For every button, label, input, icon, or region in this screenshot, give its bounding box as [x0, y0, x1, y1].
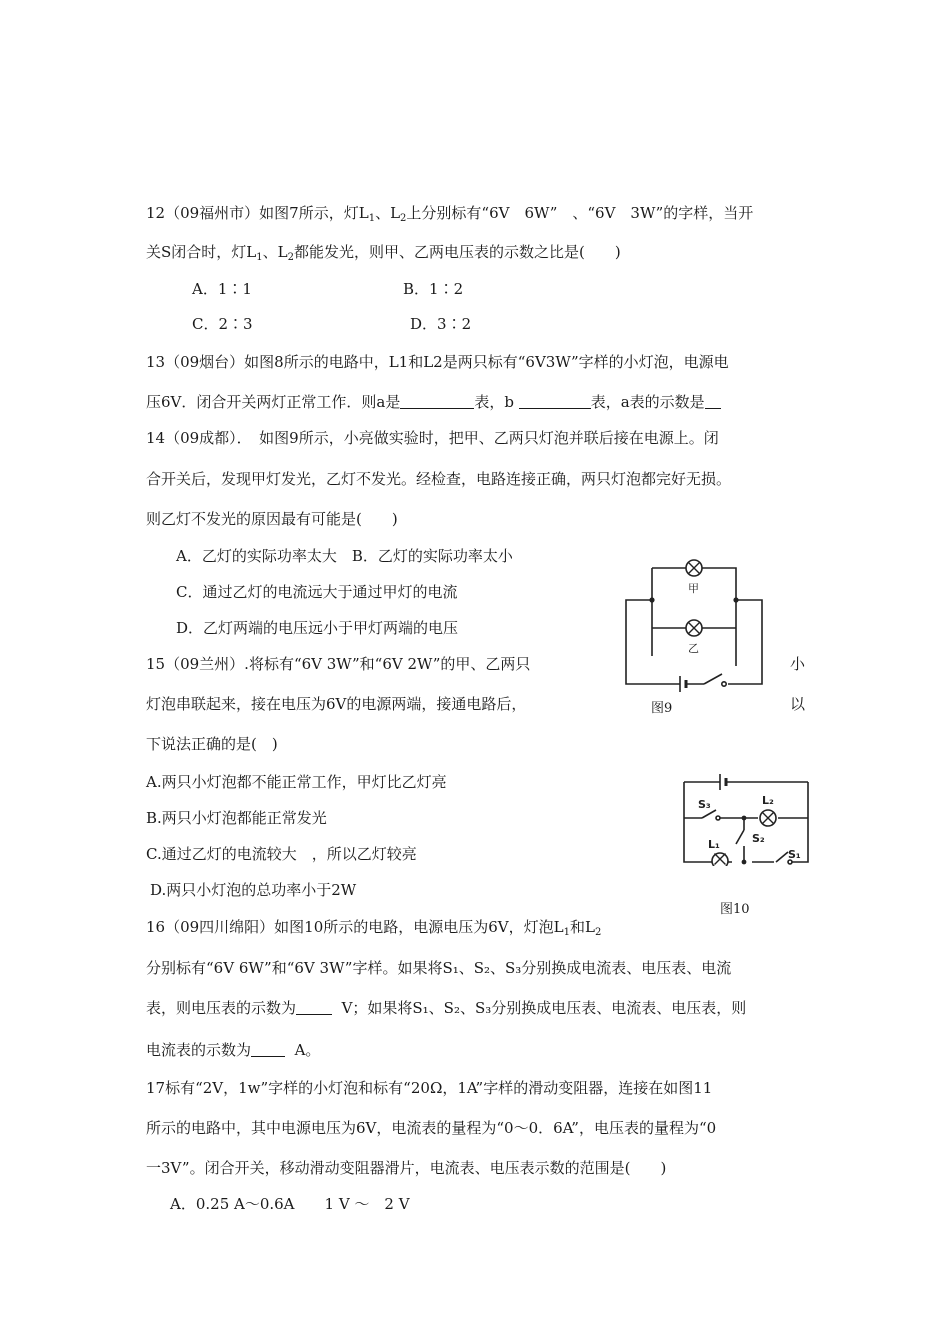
q14-line1: 14（09成都）． 如图9所示，小亮做实验时，把甲、乙两只灯泡并联后接在电源上。闭 — [146, 429, 719, 447]
q12-option-d: D．3∶2 — [410, 315, 472, 333]
q14-line3: 则乙灯不发光的原因最有可能是( ) — [146, 510, 398, 528]
q12-line1: 12（09福州市）如图7所示，灯$L_1$、$L_2$上分别标有“6V 6W” 、“6V 3W”的字样，当开 — [146, 204, 754, 224]
fig10-label-l1: L₁ — [708, 838, 720, 851]
q16-line2: 分别标有“6V 6W”和“6V 3W”字样。如果将S₁、S₂、S₃分别换成电流表、电压表、电流 — [146, 959, 732, 977]
q16-line1: 16（09四川绵阳）如图10所示的电路，电源电压为6V，灯泡$L_1$和$L_2$ — [146, 918, 602, 938]
q15-line2: 灯泡串联起来，接在电压为6V的电源两端，接通电路后， — [146, 695, 527, 713]
q14-options-ab: A．乙灯的实际功率太大 B．乙灯的实际功率太小 — [176, 547, 513, 565]
q14-line2: 合开关后，发现甲灯发光，乙灯不发光。经检查，电路连接正确，两只灯泡都完好无损。 — [146, 470, 732, 488]
figure-9-caption: 图9 — [651, 701, 673, 716]
q12-option-c: C．2∶3 — [192, 315, 253, 333]
fig9-label-yi: 乙 — [688, 642, 699, 655]
q15-option-c: C.通过乙灯的电流较大 ，所以乙灯较亮 — [146, 845, 417, 863]
q16-blank-b — [251, 1042, 285, 1057]
figure-9-circuit — [618, 556, 770, 696]
q16-line4: 电流表的示数为 A。 — [146, 1041, 321, 1059]
q15-option-a: A.两只小灯泡都不能正常工作，甲灯比乙灯亮 — [146, 773, 447, 791]
fig10-label-l2: L₂ — [762, 794, 774, 807]
fig10-label-s1: S₁ — [788, 848, 801, 861]
q16-blank-a — [296, 1000, 332, 1015]
figure-10-circuit — [680, 772, 814, 866]
q15-line3: 下说法正确的是( ) — [146, 735, 278, 753]
q13-line1: 13（09烟台）如图8所示的电路中，L1和L2是两只标有“6V3W”字样的小灯泡，电源电 — [146, 353, 729, 371]
q17-line2: 所示的电路中，其中电源电压为6V，电流表的量程为“0～0．6A”，电压表的量程为“0 — [146, 1119, 717, 1137]
q13-blank-b — [519, 394, 591, 409]
q13-line2: 压6V．闭合开关两灯正常工作．则a是 表，b 表，a表的示数是 — [146, 392, 721, 412]
q12-line2: 关S闭合时，灯$L_1$、$L_2$都能发光，则甲、乙两电压表的示数之比是( ) — [146, 243, 621, 263]
lamp-l2-icon — [760, 810, 776, 826]
q15-line1-end: 小 — [790, 655, 806, 673]
q14-option-d: D．乙灯两端的电压远小于甲灯两端的电压 — [176, 619, 459, 637]
fig10-label-s2: S₂ — [752, 832, 765, 845]
q17-option-a: A．0.25 A～0.6A 1 V ～ 2 V — [170, 1195, 410, 1213]
fig10-label-s3: S₃ — [698, 798, 711, 811]
q12-option-a: A．1∶1 — [192, 280, 252, 298]
q13-blank-a — [400, 394, 474, 409]
q15-option-d: D.两只小灯泡的总功率小于2W — [150, 881, 357, 899]
q15-option-b: B.两只小灯泡都能正常发光 — [146, 809, 327, 827]
q15-line2-end: 以 — [790, 695, 806, 713]
q14-option-c: C．通过乙灯的电流远大于通过甲灯的电流 — [176, 583, 458, 601]
figure-10-caption: 图10 — [720, 902, 750, 917]
q13-blank-c — [705, 394, 721, 409]
q17-line3: 一3V”。闭合开关，移动滑动变阻器滑片，电流表、电压表示数的范围是( ) — [146, 1159, 667, 1177]
q15-line1: 15（09兰州）.将标有“6V 3W”和“6V 2W”的甲、乙两只 — [146, 655, 531, 673]
q12-option-b: B．1∶2 — [403, 280, 464, 298]
q16-line3: 表，则电压表的示数为 V；如果将S₁、S₂、S₃分别换成电压表、电流表、电压表，则 — [146, 999, 747, 1017]
q17-line1: 17标有“2V，1w”字样的小灯泡和标有“20Ω，1A”字样的滑动变阻器，连接在如图11 — [146, 1079, 713, 1097]
lamp-yi-icon — [686, 620, 702, 636]
lamp-jia-icon — [686, 560, 702, 576]
lamp-l1-icon — [712, 853, 728, 866]
fig9-label-jia: 甲 — [688, 582, 699, 595]
